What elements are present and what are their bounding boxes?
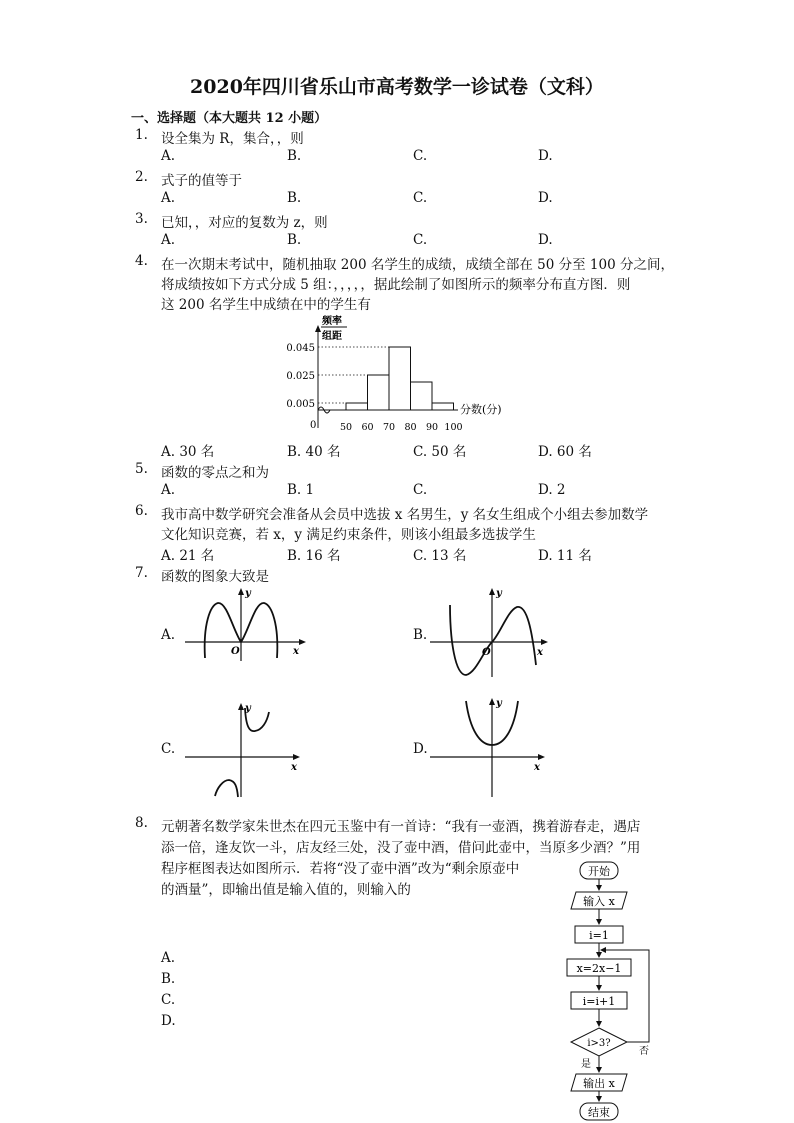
y-axis-arrow: [238, 588, 244, 595]
x-tick-label: 70: [382, 422, 396, 433]
option-c: C.: [413, 190, 428, 206]
yes-label: 是: [581, 1059, 591, 1070]
histogram-plot: [286, 314, 501, 433]
x-label: x: [293, 646, 299, 657]
x-label: x: [537, 647, 543, 658]
question-number: 7.: [135, 565, 148, 581]
option-a: A. 21 名: [161, 548, 215, 564]
histogram-bar: [389, 347, 411, 410]
question-text: 函数的零点之和为: [161, 465, 269, 481]
question-text-line-2: 将成绩按如下方式分成 5 组：，，，，，据此绘制了如图所示的频率分布直方图．则: [161, 277, 631, 293]
curve-left-branch: [215, 780, 238, 797]
y-tick-label: 0.005: [286, 399, 315, 410]
option-b: B. 16 名: [287, 548, 341, 564]
question-text-line-1: 元朝著名数学家朱世杰在四元玉鉴中有一首诗：“我有一壶酒，携着游春走，遇店: [161, 819, 641, 835]
question-number: 3.: [135, 211, 148, 227]
option-c: C.: [413, 232, 428, 248]
question-text-line-3: 这 200 名学生中成绩在中的学生有: [161, 297, 371, 313]
option-d: D.: [413, 741, 428, 757]
question-number: 5.: [135, 461, 148, 477]
question-text-line-2: 文化知识竞赛，若 x，y 满足约束条件，则该小组最多选拔学生: [161, 527, 536, 543]
update-i-label: i=i+1: [582, 995, 616, 1008]
graph-option-b: [430, 585, 555, 680]
ylabel-bottom: 组距: [322, 331, 342, 342]
y-axis-arrow: [238, 703, 244, 710]
option-b: B.: [161, 971, 176, 987]
option-c: C.: [413, 148, 428, 164]
init-label: i=1: [589, 929, 609, 942]
y-axis-arrow: [489, 588, 495, 595]
y-label: y: [496, 698, 502, 709]
section-heading: 一、选择题（本大题共 12 小题）: [131, 111, 328, 126]
question-text: 式子的值等于: [161, 173, 242, 189]
option-d: D.: [538, 148, 553, 164]
option-b: B. 1: [287, 482, 315, 498]
x-tick-label: 100: [444, 422, 463, 433]
no-label: 否: [639, 1046, 649, 1057]
ylabel-top: 频率: [322, 316, 342, 327]
condition-label: i>3?: [587, 1038, 611, 1049]
question-number: 8.: [135, 815, 148, 831]
x-axis-arrow: [538, 754, 545, 760]
origin-label: 0: [310, 420, 317, 431]
question-number: 6.: [135, 503, 148, 519]
curve: [450, 605, 536, 675]
option-b: B.: [413, 627, 428, 643]
option-a: A.: [161, 950, 176, 966]
graph-option-c: [185, 700, 310, 800]
option-b: B. 40 名: [287, 444, 341, 460]
graph-option-a: [185, 585, 310, 665]
x-tick-label: 60: [361, 422, 374, 433]
question-number: 4.: [135, 253, 148, 269]
y-tick-label: 0.045: [286, 343, 315, 354]
origin-label: O: [231, 646, 240, 657]
question-text-line-1: 在一次期末考试中，随机抽取 200 名学生的成绩，成绩全部在 50 分至 100 分之间，: [161, 257, 674, 273]
x-label: x: [291, 762, 297, 773]
y-label: y: [245, 703, 251, 714]
option-a: A. 30 名: [161, 444, 215, 460]
start-label: 开始: [588, 865, 610, 878]
option-a: A.: [161, 232, 176, 248]
option-d: D.: [538, 190, 553, 206]
x-tick-label: 90: [425, 422, 439, 433]
question-text-line-3: 程序框图表达如图所示．若将“没了壶中酒”改为“剩余原壶中: [161, 861, 520, 877]
question-number: 1.: [135, 127, 148, 143]
program-flowchart: [555, 858, 665, 1123]
option-b: B.: [287, 232, 302, 248]
y-axis-arrow: [489, 698, 495, 705]
histogram-bar: [346, 403, 368, 410]
x-tick-label: 50: [339, 422, 353, 433]
histogram-bar: [411, 382, 433, 410]
option-d: D. 11 名: [538, 548, 592, 564]
option-d: D.: [161, 1013, 176, 1029]
option-c: C.: [413, 482, 428, 498]
option-b: B.: [287, 190, 302, 206]
option-a: A.: [161, 190, 176, 206]
origin-label: O: [482, 647, 491, 658]
y-label: y: [245, 588, 251, 599]
question-number: 2.: [135, 169, 148, 185]
option-d: D.: [538, 232, 553, 248]
option-a: A.: [161, 148, 176, 164]
option-b: B.: [287, 148, 302, 164]
question-text-line-4: 的酒量”，即输出值是输入值的，则输入的: [161, 882, 411, 898]
question-text: 设全集为 R，集合，，则: [161, 131, 304, 147]
input-label: 输入 x: [583, 895, 615, 908]
output-label: 输出 x: [583, 1077, 615, 1090]
question-text: 函数的图象大致是: [161, 569, 269, 585]
question-text-line-2: 添一倍，逢友饮一斗，店友经三处，没了壶中酒，借问此壶中，当原多少酒？”用: [161, 840, 641, 856]
update-x-label: x=2x−1: [576, 962, 622, 975]
x-axis-arrow: [541, 639, 548, 645]
xlabel: 分数(分): [460, 403, 502, 416]
option-c: C.: [161, 992, 176, 1008]
x-label: x: [534, 762, 540, 773]
x-axis-arrow: [299, 639, 306, 645]
y-tick-label: 0.025: [286, 371, 315, 382]
question-text: 已知，，对应的复数为 z，则: [161, 215, 328, 231]
end-label: 结束: [588, 1106, 610, 1119]
option-a: A.: [161, 482, 176, 498]
frequency-histogram: [280, 310, 540, 440]
question-text-line-1: 我市高中数学研究会准备从会员中选拔 x 名男生，y 名女生组成个小组去参加数学: [161, 507, 649, 523]
page-title: 2020年四川省乐山市高考数学一诊试卷（文科）: [190, 76, 604, 98]
option-a: A.: [161, 627, 176, 643]
y-label: y: [496, 588, 502, 599]
option-c: C.: [161, 741, 176, 757]
option-d: D. 2: [538, 482, 566, 498]
x-tick-label: 80: [404, 422, 417, 433]
histogram-bar: [432, 403, 454, 410]
option-d: D. 60 名: [538, 444, 592, 460]
graph-option-d: [430, 695, 555, 800]
y-axis-arrow: [315, 325, 321, 332]
option-c: C. 13 名: [413, 548, 467, 564]
x-axis-arrow: [293, 754, 300, 760]
histogram-bar: [368, 375, 390, 410]
option-c: C. 50 名: [413, 444, 467, 460]
